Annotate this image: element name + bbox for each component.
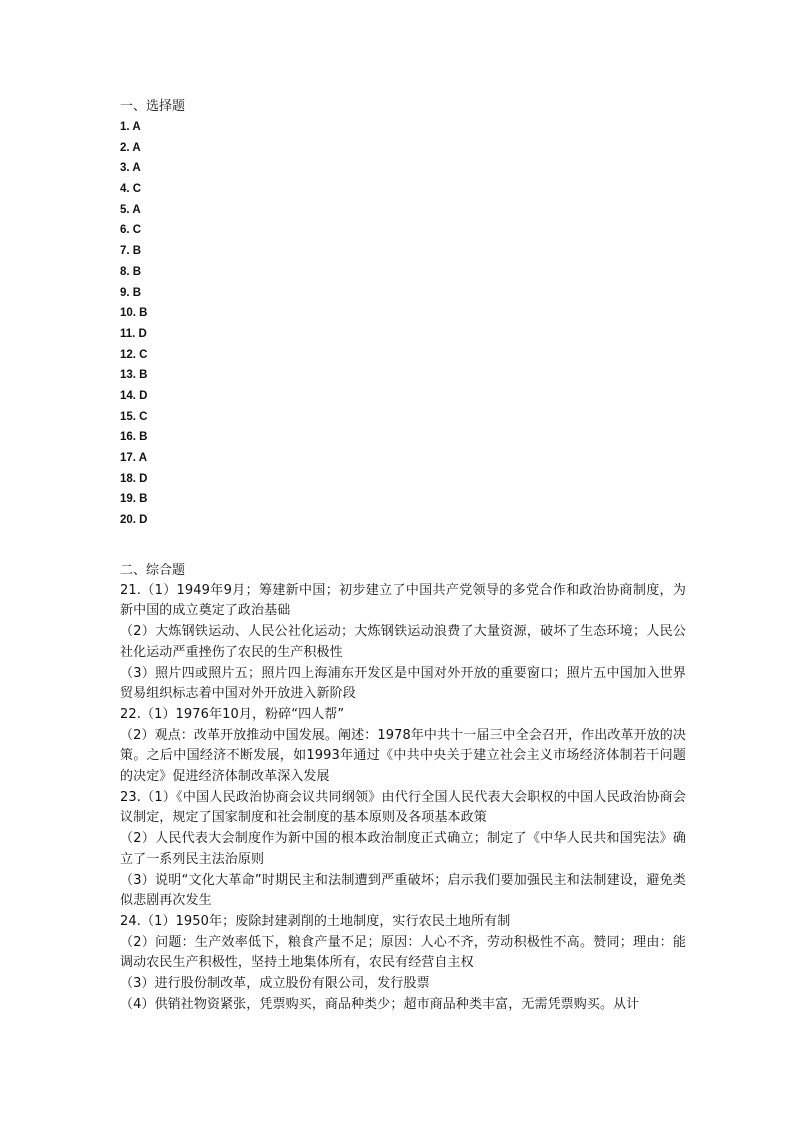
answer-item: 11. D <box>120 327 147 340</box>
answer-item: 12. C <box>120 348 148 361</box>
answer-item: 6. C <box>120 224 142 237</box>
answer-paragraph: （3）进行股份制改革，成立股份有限公司，发行股票 <box>120 976 430 992</box>
answer-paragraph: 21.（1）1949年9月；筹建新中国；初步建立了中国共产党领导的多党合作和政治协商制度，为新中国的成立奠定了政治基础 <box>120 582 686 619</box>
answer-item: 9. B <box>120 286 142 299</box>
answer-item: 19. B <box>120 493 148 506</box>
answer-item: 7. B <box>120 245 142 258</box>
answer-item: 16. B <box>120 431 148 444</box>
answer-item: 17. A <box>120 452 148 464</box>
section-spacer <box>120 531 686 561</box>
answer-item: 3. A <box>120 162 141 175</box>
section-title-comprehensive: 二、综合题 <box>120 562 186 578</box>
answer-item: 2. A <box>120 141 141 154</box>
answer-paragraph: 23.（1）《中国人民政治协商会议共同纲领》由代行全国人民代表大会职权的中国人民政治协商会议制定，规定了国家制度和社会制度的基本原则及各项基本政策 <box>120 789 686 826</box>
section-title-choice: 一、选择题 <box>120 99 186 114</box>
answer-paragraph: （2）问题：生产效率低下，粮食产量不足；原因：人心不齐，劳动积极性不高。赞同；理由：能调动农民生产积极性，坚持土地集体所有，农民有经营自主权 <box>120 934 686 971</box>
answer-item: 15. C <box>120 410 148 423</box>
answer-paragraph: （2）观点：改革开放推动中国发展。阐述：1978年中共十一届三中全会召开，作出改革开放的决策。之后中国经济不断发展，如1993年通过《中共中央关于建立社会主义市场经济体制若干问题的决定》促进经济体制改革深入发展 <box>120 727 686 785</box>
answer-item: 8. B <box>120 265 142 278</box>
answer-paragraph: （4）供销社物资紧张，凭票购买，商品种类少；超市商品种类丰富，无需凭票购买。从计 <box>120 996 640 1012</box>
answer-item: 10. B <box>120 307 148 320</box>
answer-item: 5. A <box>120 203 141 216</box>
answer-item: 1. A <box>120 121 141 133</box>
answer-paragraph: （3）说明“文化大革命”时期民主和法制遭到严重破坏；启示我们要加强民主和法制建设，避免类似悲剧再次发生 <box>120 872 686 909</box>
answer-paragraph: （2）人民代表大会制度作为新中国的根本政治制度正式确立；制定了《中华人民共和国宪法》确立了一系列民主法治原则 <box>120 831 686 867</box>
answer-paragraph: 22.（1）1976年10月，粉碎“四人帮” <box>120 706 345 722</box>
answer-paragraph: 24.（1）1950年；废除封建剥削的土地制度，实行农民土地所有制 <box>120 914 511 929</box>
answer-paragraph: （2）大炼钢铁运动、人民公社化运动；大炼钢铁运动浪费了大量资源，破坏了生态环境；人民公社化运动严重挫伤了农民的生产积极性 <box>120 624 686 660</box>
answer-item: 13. B <box>120 369 148 382</box>
answer-item: 18. D <box>120 472 148 485</box>
answer-item: 4. C <box>120 183 142 196</box>
answer-item: 20. D <box>120 514 148 527</box>
choice-answer-list <box>120 117 686 531</box>
answer-paragraph: （3）照片四或照片五；照片四上海浦东开发区是中国对外开放的重要窗口；照片五中国加入世界贸易组织标志着中国对外开放进入新阶段 <box>120 665 686 702</box>
answer-sheet <box>120 97 686 1016</box>
answer-item: 14. D <box>120 389 148 402</box>
